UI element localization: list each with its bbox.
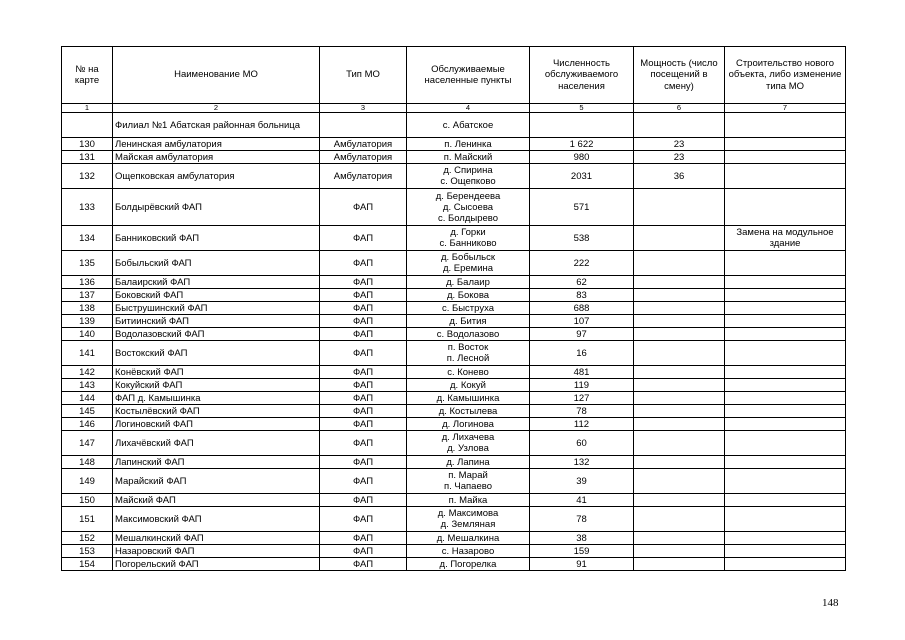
table-row bbox=[62, 189, 846, 226]
cell-construction bbox=[725, 341, 846, 366]
table-row bbox=[62, 276, 846, 289]
header-name: Наименование МО bbox=[113, 47, 320, 104]
cell-name: Марайский ФАП bbox=[113, 469, 320, 494]
header-places: Обслуживаемые населенные пункты bbox=[407, 47, 530, 104]
settlement-name: с. Абатское bbox=[442, 119, 494, 131]
cell-capacity bbox=[634, 113, 725, 138]
cell-capacity bbox=[634, 431, 725, 456]
settlement-name: с. Быструха bbox=[441, 302, 495, 314]
column-number: 5 bbox=[530, 104, 634, 113]
cell-name: Филиал №1 Абатская районная больница bbox=[113, 113, 320, 138]
column-number: 7 bbox=[725, 104, 846, 113]
cell-type: Амбулатория bbox=[320, 138, 407, 151]
cell-construction bbox=[725, 366, 846, 379]
cell-type: ФАП bbox=[320, 302, 407, 315]
settlement-name: д. Бития bbox=[449, 315, 487, 327]
table-row bbox=[62, 251, 846, 276]
settlement-name: с. Банниково bbox=[439, 238, 497, 249]
table-row bbox=[62, 366, 846, 379]
cell-places bbox=[407, 251, 530, 276]
table-row bbox=[62, 507, 846, 532]
cell-population: 91 bbox=[530, 558, 634, 571]
settlement-name: п. Восток bbox=[447, 342, 489, 353]
cell-construction bbox=[725, 138, 846, 151]
cell-map-number: 132 bbox=[62, 164, 113, 189]
cell-name: Болдырёвский ФАП bbox=[113, 189, 320, 226]
cell-map-number: 142 bbox=[62, 366, 113, 379]
settlement-name: д. Лапина bbox=[446, 456, 490, 468]
cell-population: 78 bbox=[530, 507, 634, 532]
cell-name: Бобыльский ФАП bbox=[113, 251, 320, 276]
settlement-name: д. Бокова bbox=[446, 289, 490, 301]
cell-construction bbox=[725, 379, 846, 392]
cell-places bbox=[407, 494, 530, 507]
cell-places bbox=[407, 366, 530, 379]
cell-population: 78 bbox=[530, 405, 634, 418]
cell-population: 83 bbox=[530, 289, 634, 302]
cell-places bbox=[407, 315, 530, 328]
table-row bbox=[62, 558, 846, 571]
cell-type: ФАП bbox=[320, 418, 407, 431]
settlement-name: с. Ощепково bbox=[440, 176, 496, 187]
cell-map-number: 130 bbox=[62, 138, 113, 151]
cell-capacity bbox=[634, 341, 725, 366]
cell-construction bbox=[725, 164, 846, 189]
settlement-name: п. Лесной bbox=[446, 353, 490, 364]
cell-capacity: 23 bbox=[634, 151, 725, 164]
settlement-name: д. Спирина bbox=[443, 165, 493, 176]
cell-capacity bbox=[634, 251, 725, 276]
cell-name: Боковский ФАП bbox=[113, 289, 320, 302]
cell-construction bbox=[725, 456, 846, 469]
header-row bbox=[62, 47, 846, 104]
cell-map-number: 136 bbox=[62, 276, 113, 289]
cell-population: 132 bbox=[530, 456, 634, 469]
cell-capacity bbox=[634, 328, 725, 341]
table-row bbox=[62, 138, 846, 151]
cell-capacity bbox=[634, 405, 725, 418]
table-row bbox=[62, 113, 846, 138]
cell-map-number: 148 bbox=[62, 456, 113, 469]
cell-type: ФАП bbox=[320, 392, 407, 405]
cell-population: 1 622 bbox=[530, 138, 634, 151]
cell-places bbox=[407, 276, 530, 289]
cell-capacity bbox=[634, 545, 725, 558]
settlement-name: д. Узлова bbox=[447, 443, 489, 454]
cell-type: ФАП bbox=[320, 507, 407, 532]
cell-type: ФАП bbox=[320, 366, 407, 379]
cell-map-number: 145 bbox=[62, 405, 113, 418]
cell-places bbox=[407, 507, 530, 532]
cell-population: 2031 bbox=[530, 164, 634, 189]
cell-map-number: 140 bbox=[62, 328, 113, 341]
cell-map-number: 151 bbox=[62, 507, 113, 532]
cell-map-number: 131 bbox=[62, 151, 113, 164]
cell-population: 39 bbox=[530, 469, 634, 494]
cell-construction bbox=[725, 405, 846, 418]
cell-capacity: 23 bbox=[634, 138, 725, 151]
settlement-name: д. Максимова bbox=[437, 508, 499, 519]
cell-name: Водолазовский ФАП bbox=[113, 328, 320, 341]
table-row bbox=[62, 545, 846, 558]
table-row bbox=[62, 289, 846, 302]
settlement-name: д. Берендеева bbox=[435, 190, 501, 202]
cell-capacity bbox=[634, 302, 725, 315]
cell-capacity bbox=[634, 469, 725, 494]
cell-places bbox=[407, 341, 530, 366]
settlement-name: д. Горки bbox=[450, 227, 486, 238]
cell-type: Амбулатория bbox=[320, 151, 407, 164]
cell-places bbox=[407, 558, 530, 571]
cell-type: ФАП bbox=[320, 558, 407, 571]
cell-construction bbox=[725, 289, 846, 302]
cell-map-number: 153 bbox=[62, 545, 113, 558]
table-row bbox=[62, 392, 846, 405]
settlement-name: д. Еремина bbox=[442, 263, 494, 274]
cell-population: 222 bbox=[530, 251, 634, 276]
settlement-name: п. Ленинка bbox=[444, 138, 492, 150]
table-row bbox=[62, 431, 846, 456]
header-capacity: Мощность (число посещений в смену) bbox=[634, 47, 725, 104]
cell-name: Лихачёвский ФАП bbox=[113, 431, 320, 456]
cell-type: ФАП bbox=[320, 328, 407, 341]
cell-map-number: 137 bbox=[62, 289, 113, 302]
cell-name: Мешалкинский ФАП bbox=[113, 532, 320, 545]
cell-places bbox=[407, 545, 530, 558]
cell-map-number: 152 bbox=[62, 532, 113, 545]
settlement-name: д. Погорелка bbox=[439, 558, 497, 570]
cell-name: Быструшинский ФАП bbox=[113, 302, 320, 315]
cell-name: Костылёвский ФАП bbox=[113, 405, 320, 418]
cell-type: ФАП bbox=[320, 341, 407, 366]
cell-map-number: 150 bbox=[62, 494, 113, 507]
column-number: 6 bbox=[634, 104, 725, 113]
cell-capacity bbox=[634, 507, 725, 532]
cell-capacity bbox=[634, 189, 725, 226]
cell-places bbox=[407, 138, 530, 151]
settlement-name: д. Лихачева bbox=[441, 432, 495, 443]
cell-name: Ленинская амбулатория bbox=[113, 138, 320, 151]
cell-places bbox=[407, 328, 530, 341]
table-row bbox=[62, 494, 846, 507]
cell-places bbox=[407, 405, 530, 418]
cell-places bbox=[407, 379, 530, 392]
cell-population: 16 bbox=[530, 341, 634, 366]
table-row bbox=[62, 469, 846, 494]
settlement-name: д. Мешалкина bbox=[436, 532, 500, 544]
cell-population: 112 bbox=[530, 418, 634, 431]
cell-population: 38 bbox=[530, 532, 634, 545]
cell-places bbox=[407, 302, 530, 315]
cell-capacity bbox=[634, 366, 725, 379]
cell-construction bbox=[725, 532, 846, 545]
cell-map-number: 149 bbox=[62, 469, 113, 494]
cell-construction bbox=[725, 431, 846, 456]
settlement-name: д. Кокуй bbox=[450, 379, 486, 391]
cell-places bbox=[407, 226, 530, 251]
cell-capacity bbox=[634, 558, 725, 571]
cell-type: ФАП bbox=[320, 545, 407, 558]
cell-construction bbox=[725, 251, 846, 276]
cell-map-number: 147 bbox=[62, 431, 113, 456]
cell-type: ФАП bbox=[320, 456, 407, 469]
cell-type: ФАП bbox=[320, 251, 407, 276]
cell-name: Балаирский ФАП bbox=[113, 276, 320, 289]
cell-map-number: 144 bbox=[62, 392, 113, 405]
cell-places bbox=[407, 289, 530, 302]
cell-places bbox=[407, 113, 530, 138]
cell-population: 97 bbox=[530, 328, 634, 341]
column-number: 4 bbox=[407, 104, 530, 113]
column-number-row bbox=[62, 104, 846, 113]
cell-population: 980 bbox=[530, 151, 634, 164]
cell-name: Конёвский ФАП bbox=[113, 366, 320, 379]
cell-type: ФАП bbox=[320, 405, 407, 418]
cell-map-number: 138 bbox=[62, 302, 113, 315]
cell-population: 571 bbox=[530, 189, 634, 226]
cell-name: Ощепковская амбулатория bbox=[113, 164, 320, 189]
cell-population: 119 bbox=[530, 379, 634, 392]
cell-type: ФАП bbox=[320, 469, 407, 494]
cell-map-number: 141 bbox=[62, 341, 113, 366]
medical-organizations-table bbox=[61, 46, 846, 571]
table-body bbox=[62, 113, 846, 571]
table-row bbox=[62, 405, 846, 418]
settlement-name: п. Майка bbox=[448, 494, 488, 506]
cell-capacity bbox=[634, 226, 725, 251]
cell-construction bbox=[725, 494, 846, 507]
cell-construction bbox=[725, 558, 846, 571]
cell-construction bbox=[725, 469, 846, 494]
cell-map-number: 139 bbox=[62, 315, 113, 328]
cell-name: Погорельский ФАП bbox=[113, 558, 320, 571]
table-row bbox=[62, 164, 846, 189]
cell-construction bbox=[725, 315, 846, 328]
cell-places bbox=[407, 189, 530, 226]
cell-name: Битиинский ФАП bbox=[113, 315, 320, 328]
table-row bbox=[62, 226, 846, 251]
cell-construction bbox=[725, 418, 846, 431]
table-row bbox=[62, 456, 846, 469]
table-row bbox=[62, 341, 846, 366]
cell-construction bbox=[725, 507, 846, 532]
cell-population: 481 bbox=[530, 366, 634, 379]
cell-type: ФАП bbox=[320, 189, 407, 226]
cell-places bbox=[407, 532, 530, 545]
cell-map-number: 135 bbox=[62, 251, 113, 276]
settlement-name: д. Камышинка bbox=[436, 392, 500, 404]
cell-name: Максимовский ФАП bbox=[113, 507, 320, 532]
header-type: Тип МО bbox=[320, 47, 407, 104]
cell-type: ФАП bbox=[320, 431, 407, 456]
settlement-name: с. Конево bbox=[447, 366, 489, 378]
cell-name: Назаровский ФАП bbox=[113, 545, 320, 558]
cell-construction bbox=[725, 328, 846, 341]
cell-name: Майская амбулатория bbox=[113, 151, 320, 164]
cell-type: ФАП bbox=[320, 379, 407, 392]
cell-population: 107 bbox=[530, 315, 634, 328]
cell-type: Амбулатория bbox=[320, 164, 407, 189]
settlement-name: д. Балаир bbox=[446, 276, 490, 288]
header-population: Численность обслуживаемого населения bbox=[530, 47, 634, 104]
settlement-name: д. Логинова bbox=[442, 418, 494, 430]
cell-places bbox=[407, 469, 530, 494]
table-row bbox=[62, 379, 846, 392]
table-row bbox=[62, 532, 846, 545]
cell-construction bbox=[725, 302, 846, 315]
settlement-name: с. Назарово bbox=[441, 545, 495, 557]
cell-name: Кокуйский ФАП bbox=[113, 379, 320, 392]
settlement-name: п. Майский bbox=[443, 151, 493, 163]
cell-type: ФАП bbox=[320, 494, 407, 507]
table-row bbox=[62, 418, 846, 431]
table-row bbox=[62, 302, 846, 315]
cell-capacity bbox=[634, 315, 725, 328]
cell-places bbox=[407, 164, 530, 189]
header-construction: Строительство нового объекта, либо изменение типа МО bbox=[725, 47, 846, 104]
settlement-name: д. Костылева bbox=[438, 405, 498, 417]
cell-population bbox=[530, 113, 634, 138]
cell-type: ФАП bbox=[320, 276, 407, 289]
table-row bbox=[62, 315, 846, 328]
cell-construction: Замена на модульное здание bbox=[725, 226, 846, 251]
settlement-name: д. Земляная bbox=[440, 519, 496, 530]
cell-population: 41 bbox=[530, 494, 634, 507]
cell-places bbox=[407, 431, 530, 456]
cell-population: 60 bbox=[530, 431, 634, 456]
cell-type: ФАП bbox=[320, 226, 407, 251]
page-number: 148 bbox=[822, 597, 839, 609]
header-map-number: № на карте bbox=[62, 47, 113, 104]
cell-construction bbox=[725, 392, 846, 405]
cell-capacity bbox=[634, 392, 725, 405]
cell-capacity bbox=[634, 276, 725, 289]
settlement-name: п. Марай bbox=[448, 470, 488, 481]
settlement-name: д. Сысоева bbox=[442, 201, 494, 213]
settlement-name: с. Болдырево bbox=[437, 212, 499, 224]
cell-map-number: 143 bbox=[62, 379, 113, 392]
cell-capacity bbox=[634, 456, 725, 469]
cell-map-number bbox=[62, 113, 113, 138]
cell-capacity bbox=[634, 494, 725, 507]
table-row bbox=[62, 328, 846, 341]
cell-capacity bbox=[634, 289, 725, 302]
cell-name: Востокский ФАП bbox=[113, 341, 320, 366]
settlement-name: д. Бобыльск bbox=[440, 252, 495, 263]
cell-places bbox=[407, 392, 530, 405]
settlement-name: с. Водолазово bbox=[436, 328, 500, 340]
cell-construction bbox=[725, 113, 846, 138]
cell-population: 159 bbox=[530, 545, 634, 558]
cell-construction bbox=[725, 189, 846, 226]
cell-type: ФАП bbox=[320, 532, 407, 545]
column-number: 1 bbox=[62, 104, 113, 113]
column-number: 2 bbox=[113, 104, 320, 113]
cell-population: 688 bbox=[530, 302, 634, 315]
cell-places bbox=[407, 418, 530, 431]
cell-capacity: 36 bbox=[634, 164, 725, 189]
cell-type: ФАП bbox=[320, 315, 407, 328]
cell-population: 127 bbox=[530, 392, 634, 405]
cell-capacity bbox=[634, 418, 725, 431]
cell-map-number: 146 bbox=[62, 418, 113, 431]
cell-name: Банниковский ФАП bbox=[113, 226, 320, 251]
cell-construction bbox=[725, 151, 846, 164]
cell-name: ФАП д. Камышинка bbox=[113, 392, 320, 405]
column-number: 3 bbox=[320, 104, 407, 113]
cell-construction bbox=[725, 545, 846, 558]
table-row bbox=[62, 151, 846, 164]
cell-population: 62 bbox=[530, 276, 634, 289]
cell-map-number: 154 bbox=[62, 558, 113, 571]
cell-construction bbox=[725, 276, 846, 289]
cell-name: Логиновский ФАП bbox=[113, 418, 320, 431]
cell-name: Лапинский ФАП bbox=[113, 456, 320, 469]
cell-type: ФАП bbox=[320, 289, 407, 302]
cell-map-number: 134 bbox=[62, 226, 113, 251]
cell-type bbox=[320, 113, 407, 138]
cell-places bbox=[407, 151, 530, 164]
cell-map-number: 133 bbox=[62, 189, 113, 226]
cell-population: 538 bbox=[530, 226, 634, 251]
cell-capacity bbox=[634, 379, 725, 392]
cell-name: Майский ФАП bbox=[113, 494, 320, 507]
settlement-name: п. Чапаево bbox=[444, 481, 492, 492]
cell-places bbox=[407, 456, 530, 469]
cell-capacity bbox=[634, 532, 725, 545]
